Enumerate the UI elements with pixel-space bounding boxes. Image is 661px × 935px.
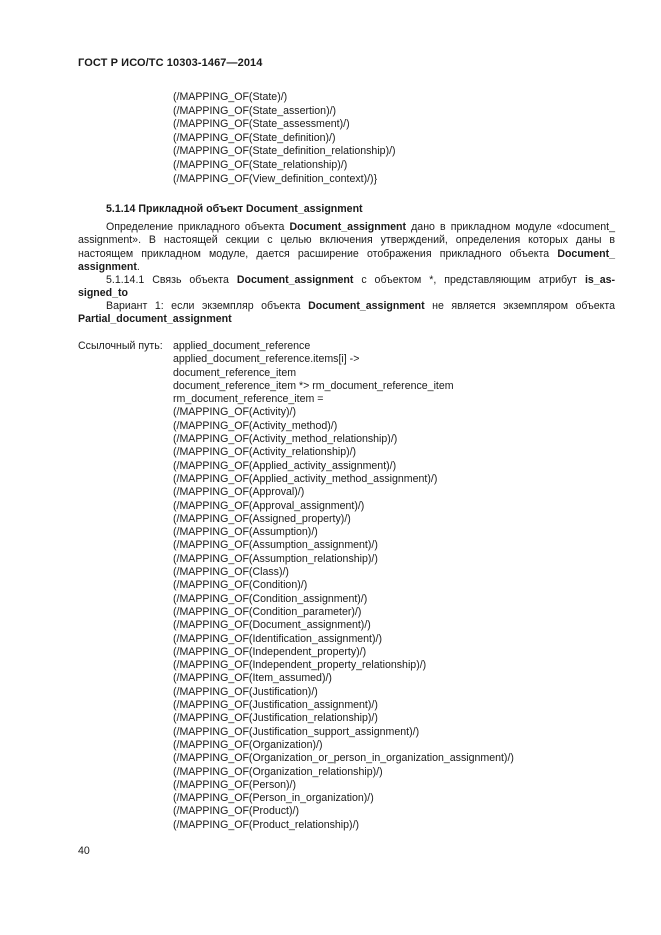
reference-path-line: (/MAPPING_OF(Justification)/) bbox=[173, 685, 318, 698]
reference-path-line: (/MAPPING_OF(Product)/) bbox=[173, 805, 299, 818]
reference-path-line: applied_document_reference.items[i] -> bbox=[173, 353, 360, 366]
attribute-name: is_as- signed_to bbox=[78, 274, 616, 300]
mapping-line: (/MAPPING_OF(State)/) bbox=[173, 91, 288, 103]
entity-name: Document_assignment bbox=[289, 221, 407, 233]
reference-path-line: rm_document_reference_item = bbox=[173, 393, 324, 406]
text-run: 5.1.14.1 Связь объекта bbox=[106, 274, 237, 286]
entity-name: Document_assignment bbox=[236, 274, 354, 286]
mapping-line: (/MAPPING_OF(State_relationship)/) bbox=[173, 158, 348, 171]
reference-path-line: (/MAPPING_OF(Product_relationship)/) bbox=[173, 818, 360, 831]
page-number: 40 bbox=[78, 845, 90, 857]
reference-path-line: (/MAPPING_OF(Document_assignment)/) bbox=[173, 619, 371, 632]
reference-path-label: Ссылочный путь: bbox=[78, 340, 163, 352]
variant-paragraph bbox=[78, 300, 615, 327]
mapping-line: (/MAPPING_OF(State_definition)/) bbox=[173, 131, 336, 144]
text-run: не является экземпляром объекта bbox=[424, 300, 615, 312]
reference-path-line: (/MAPPING_OF(Approval)/) bbox=[173, 486, 305, 499]
text-run: Определение прикладного объекта bbox=[106, 221, 290, 233]
reference-path-line: (/MAPPING_OF(Person_in_organization)/) bbox=[173, 792, 374, 805]
reference-path-line: document_reference_item bbox=[173, 366, 297, 379]
reference-path-line: (/MAPPING_OF(Applied_activity_method_assignment)/) bbox=[173, 472, 438, 485]
reference-path-line: (/MAPPING_OF(Assumption_assignment)/) bbox=[173, 539, 378, 552]
reference-path-line: (/MAPPING_OF(Independent_property)/) bbox=[173, 645, 367, 658]
reference-path-line: (/MAPPING_OF(Class)/) bbox=[173, 566, 289, 579]
entity-name: Partial_document_assignment bbox=[78, 313, 232, 326]
reference-path-line: (/MAPPING_OF(Activity_relationship)/) bbox=[173, 446, 357, 459]
mapping-line: (/MAPPING_OF(View_definition_context)/)} bbox=[173, 172, 378, 185]
text-run: Вариант 1: если экземпляр объекта bbox=[106, 300, 309, 312]
text-run: с объектом *, представляющим атрибут bbox=[353, 274, 585, 286]
reference-path-line: (/MAPPING_OF(Justification_relationship)/) bbox=[173, 712, 378, 725]
reference-path-line: document_reference_item *> rm_document_reference_item bbox=[173, 379, 454, 392]
reference-path-line: (/MAPPING_OF(Organization_or_person_in_organization_assignment)/) bbox=[173, 752, 514, 765]
reference-path-line: (/MAPPING_OF(Condition_parameter)/) bbox=[173, 605, 362, 618]
section-title: 5.1.14 Прикладной объект Document_assignment bbox=[106, 203, 363, 215]
standard-header: ГОСТ Р ИСО/ТС 10303-1467—2014 bbox=[78, 57, 263, 69]
mapping-line: (/MAPPING_OF(State_definition_relationship)/) bbox=[173, 145, 396, 158]
reference-path-line: (/MAPPING_OF(Assigned_property)/) bbox=[173, 512, 351, 525]
reference-path-line: (/MAPPING_OF(Assumption_relationship)/) bbox=[173, 552, 378, 565]
reference-path-line: applied_document_reference bbox=[173, 340, 311, 352]
reference-path-line: (/MAPPING_OF(Condition_assignment)/) bbox=[173, 592, 368, 605]
reference-path-list bbox=[173, 340, 514, 832]
entity-name: Document_assignment bbox=[308, 300, 425, 312]
reference-path-line: (/MAPPING_OF(Applied_activity_assignment)/) bbox=[173, 459, 397, 472]
subclause-paragraph bbox=[78, 274, 615, 301]
reference-path-line: (/MAPPING_OF(Identification_assignment)/) bbox=[173, 632, 383, 645]
reference-path-line: (/MAPPING_OF(Item_assumed)/) bbox=[173, 672, 332, 685]
reference-path-line: (/MAPPING_OF(Activity_method_relationship)/) bbox=[173, 433, 398, 446]
top-mapping-list bbox=[173, 91, 396, 186]
reference-path-line: (/MAPPING_OF(Approval_assignment)/) bbox=[173, 499, 365, 512]
reference-path-line: (/MAPPING_OF(Person)/) bbox=[173, 778, 297, 791]
mapping-line: (/MAPPING_OF(State_assessment)/) bbox=[173, 118, 350, 131]
reference-path-line: (/MAPPING_OF(Condition)/) bbox=[173, 579, 308, 592]
text-run: дано в прикладном модуле «document_ assignment». В настоящей секции с целью включения утверждений, определения которых даны в настоящем прикладном модуле, дается расширение отображения прикладного объекта bbox=[78, 221, 615, 260]
entity-name: Document_ assignment bbox=[78, 247, 615, 273]
reference-path-line: (/MAPPING_OF(Organization_relationship)/) bbox=[173, 765, 383, 778]
reference-path-line: (/MAPPING_OF(Justification_assignment)/) bbox=[173, 699, 378, 712]
reference-path-line: (/MAPPING_OF(Justification_support_assignment)/) bbox=[173, 725, 420, 738]
reference-path-line: (/MAPPING_OF(Independent_property_relationship)/) bbox=[173, 659, 427, 672]
mapping-line: (/MAPPING_OF(State_assertion)/) bbox=[173, 104, 337, 117]
reference-path-line: (/MAPPING_OF(Organization)/) bbox=[173, 738, 323, 751]
reference-path-line: (/MAPPING_OF(Activity_method)/) bbox=[173, 419, 338, 432]
reference-path-line: (/MAPPING_OF(Activity)/) bbox=[173, 406, 297, 419]
reference-path-line: (/MAPPING_OF(Assumption)/) bbox=[173, 526, 318, 539]
text-run: . bbox=[136, 260, 140, 273]
definition-paragraph bbox=[78, 221, 615, 274]
